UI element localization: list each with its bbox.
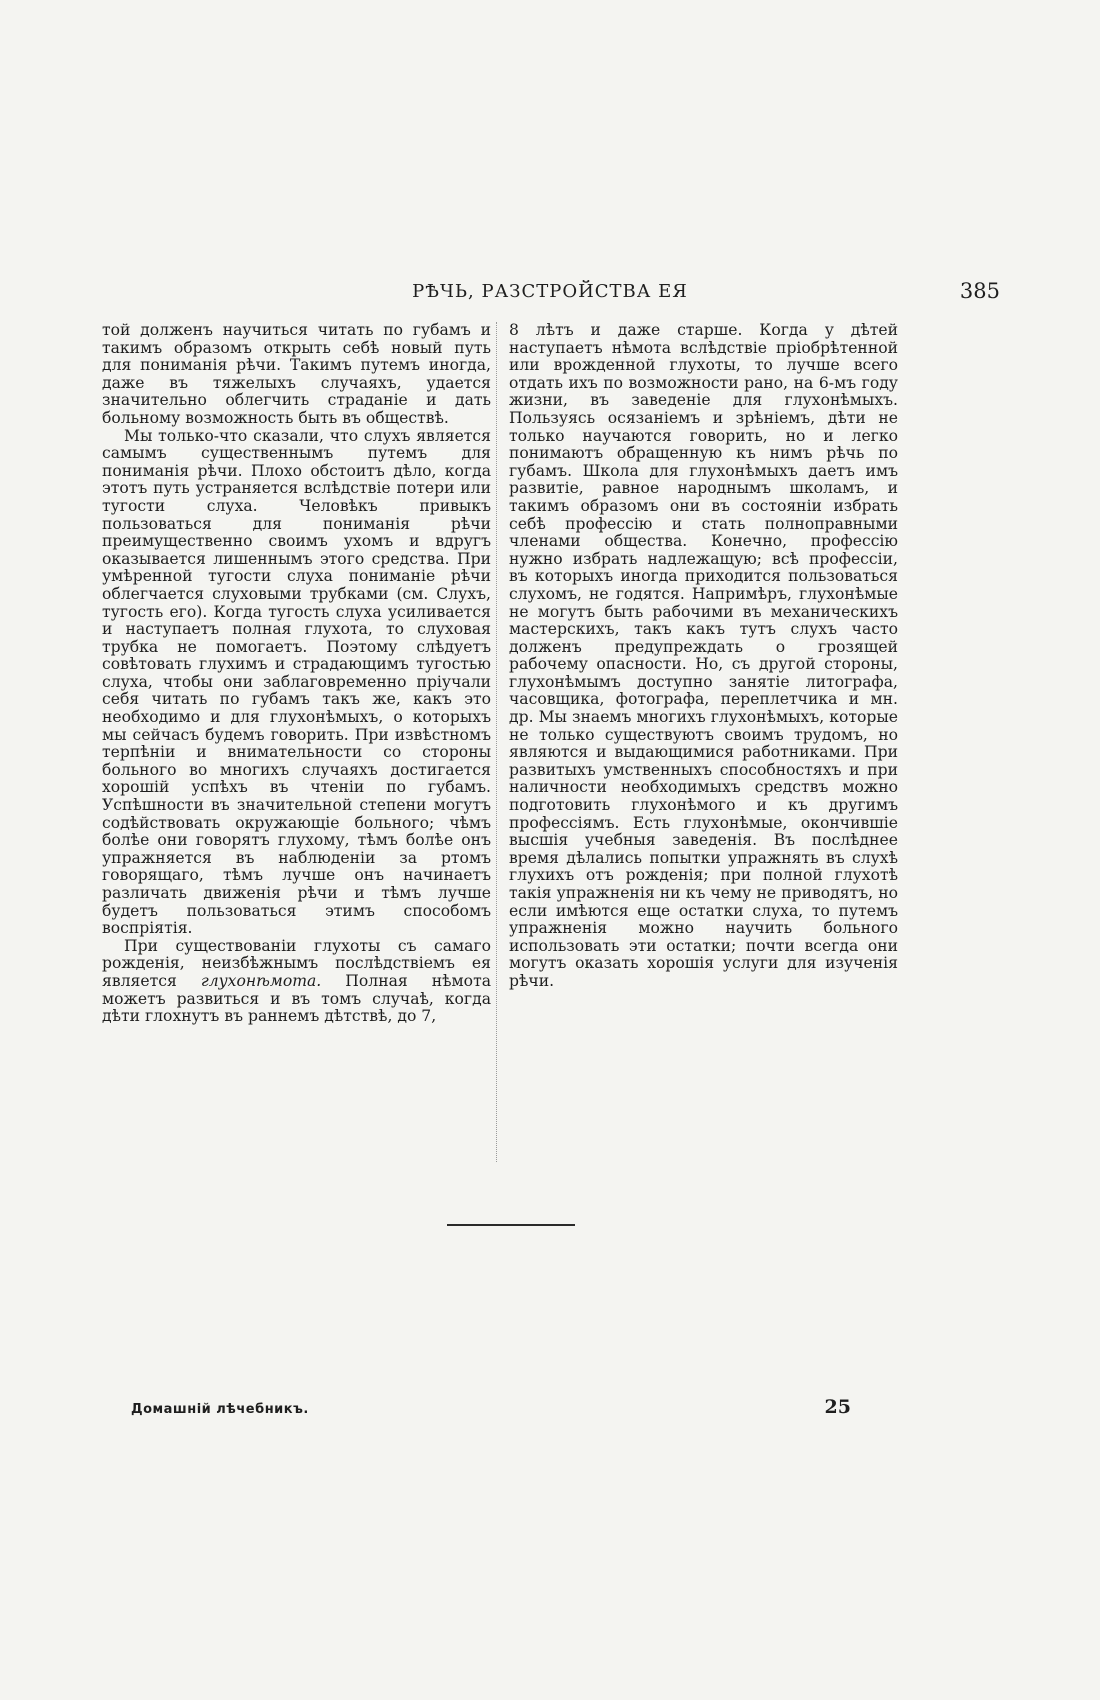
left-paragraph-1: той долженъ научиться читать по губамъ и такимъ образомъ открыть себѣ новый путь для пониманія рѣчи. Такимъ путемъ иногда, даже въ тяжелыхъ случаяхъ, удается значительно облегчить страданіе и дать больному возможность быть въ обществѣ. [102,321,491,427]
left-paragraph-3-start: При существованіи глухоты съ самаго рожденія, неизбѣжнымъ послѣдствіемъ ея является [102,936,491,990]
left-paragraph-2: Мы только-что сказали, что слухъ является самымъ существеннымъ путемъ для пониманія рѣчи. Плохо обстоитъ дѣло, когда этотъ путь устраняется вслѣдствіе потери или тугости слуха. Человѣкъ привыкъ пользоваться для пониманія рѣчи преимущественно своимъ ухомъ и вдругъ оказывается лишеннымъ этого средства. При умѣренной тугости слуха пониманіе рѣчи облегчается слуховыми трубками (см. Слухъ, тугость его). Когда тугость слуха усиливается и наступаетъ полная глухота, то слуховая трубка не помогаетъ. Поэтому слѣдуетъ совѣтовать глухимъ и страдающимъ тугостью слуха, чтобы они заблаговременно пріучали себя читать по губамъ такъ же, какъ это необходимо и для глухонѣмыхъ, о которыхъ мы сейчасъ будемъ говорить. При извѣстномъ терпѣніи и внимательности со стороны больного во многихъ случаяхъ достигается хорошій успѣхъ въ чтеніи по губамъ. Успѣшности въ значительной степени могутъ содѣйствовать окружающіе больного; чѣмъ болѣе они говорятъ глухому, тѣмъ болѣе онъ упражняется въ наблюденіи за ртомъ говорящаго, тѣмъ лучше онъ начинаетъ различать движенія рѣчи и тѣмъ лучше будетъ пользоваться этимъ способомъ воспріятія. [102,426,491,938]
right-paragraph-1: 8 лѣтъ и даже старше. Когда у дѣтей наступаетъ нѣмота вслѣдствіе пріобрѣтенной или врожденной глухоты, то лучше всего отдать ихъ по возможности рано, на 6-мъ году жизни, въ заведеніе для глухонѣмыхъ. Пользуясь осязаніемъ и зрѣніемъ, дѣти не только научаются говорить, но и легко понимаютъ обращенную къ нимъ рѣчь по губамъ. Школа для глухонѣмыхъ даетъ имъ развитіе, равное народнымъ школамъ, и такимъ образомъ они въ состояніи избрать себѣ профессію и стать полноправными членами общества. Конечно, профессію нужно избрать надлежащую; всѣ профессіи, въ которыхъ иногда приходится пользоваться слухомъ, не годятся. Напримѣръ, глухонѣмые не могутъ быть рабочими въ механическихъ мастерскихъ, такъ какъ тутъ слухъ часто долженъ предупреждать о грозящей рабочему опасности. Но, съ другой стороны, глухонѣмымъ доступно занятіе литографа, часовщика, фотографа, переплетчика и мн. др. Мы знаемъ многихъ глухонѣмыхъ, которые не только существуютъ своимъ трудомъ, но являются и выдающимися работниками. При развитыхъ умственныхъ способностяхъ и при наличности необходимыхъ средствъ можно подготовить глухонѣмого и къ другимъ профессіямъ. Есть глухонѣмые, окончившіе высшія учебныя заведенія. Въ послѣднее время дѣлались попытки упражнять въ слухѣ глухихъ отъ рожденія; при полной глухотѣ такія упражненія ни къ чему не приводятъ, но если имѣются еще остатки слуха, то путемъ упражненія можно научить больного использовать эти остатки; почти всегда они могутъ оказать хорошія услуги для изученія рѣчи. [509,321,898,990]
column-divider [496,322,497,1162]
right-column [509,322,898,991]
left-paragraph-3-end: Полная нѣмота можетъ развиться и въ томъ случаѣ, когда дѣти глохнутъ въ раннемъ дѣтствѣ, до 7, [102,971,491,1026]
footer-book-title: Домашній лѣчебникъ. [131,1402,309,1417]
left-paragraph-3 [102,938,491,1026]
text-columns [102,322,910,1182]
running-head [100,281,1000,311]
signature-mark: 25 [824,1396,851,1418]
running-title: РѢЧЬ, РАЗСТРОЙСТВА ЕЯ [412,281,688,302]
italic-term: глухонѣмота. [200,971,322,990]
end-rule [447,1224,575,1226]
footer [131,1396,851,1426]
page-number: 385 [959,279,1000,303]
left-column [102,322,491,1026]
